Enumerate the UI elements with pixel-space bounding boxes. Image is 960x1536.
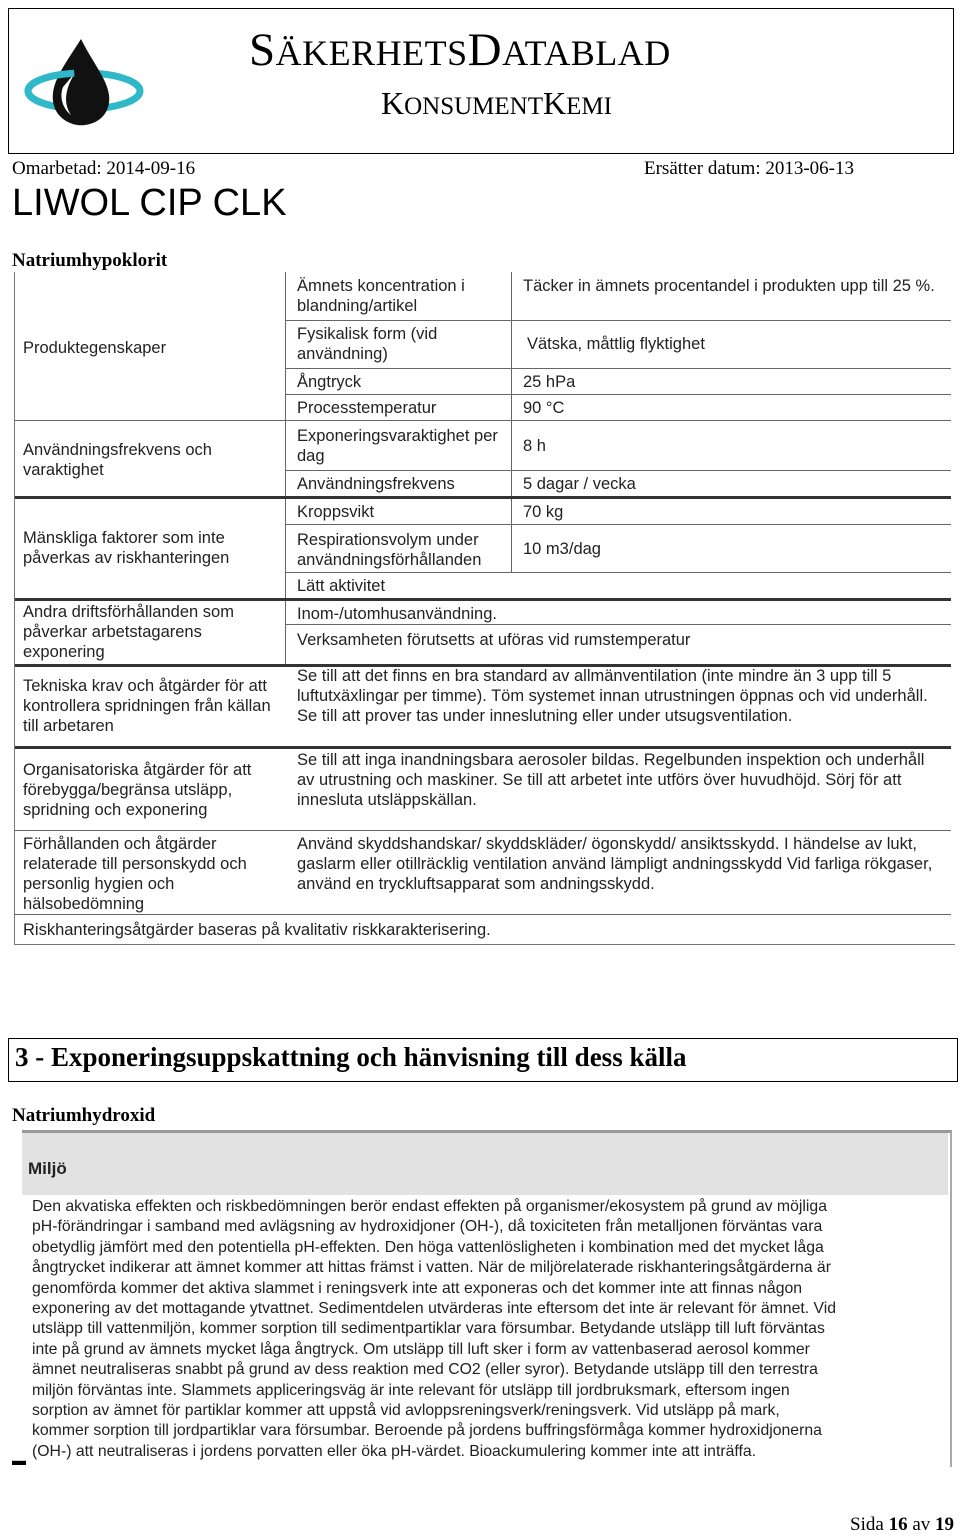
environment-heading-bar [22, 1133, 948, 1195]
environment-text-line: utsläpp till vattenmiljön, kommer sorption till sedimentpartiklar vara försumbar. Betydande utsläpp till luft förväntas [32, 1320, 825, 1338]
company-logo-icon [23, 33, 145, 133]
environment-panel [22, 1130, 952, 1467]
environment-text-line: ämnet neutraliseras snabbt på grund av dess reaktion med CO2 (eller syror). Betydande utsläpp till den terrestra [32, 1361, 818, 1379]
param-exposure-duration: Exponeringsvaraktighet per dag [297, 427, 498, 465]
product-name: LIWOL CIP CLK [12, 182, 287, 224]
stray-mark: ▬ [12, 1454, 26, 1469]
param-concentration: Ämnets koncentration i blandning/artikel [297, 277, 465, 315]
environment-text-line: (OH-) att neutraliseras i jordens porvatten eller öka pH-värdet. Bioackumulering kommer inte att inträffa. [32, 1442, 757, 1460]
environment-text-line: Den akvatiska effekten och riskbedömningen berör endast effekten på organismer/ekosystem på grund av möjliga [32, 1198, 827, 1215]
row-label-personal-protection: Förhållanden och åtgärder relaterade till personskydd och personlig hygien och hälsobedömning [23, 835, 247, 913]
param-light-activity: Lätt aktivitet [297, 577, 386, 595]
environment-text-line: kommer sorption till jordpartiklar vara försumbar. Beroende på jordens buffringsförmåga kommer hydroxidjonerna [32, 1422, 822, 1440]
environment-text-line: pH-förändringar i samband med avlägsning av hydroxidjoner (OH-), då toxiciteten från metalljonen förväntas vara [32, 1218, 823, 1236]
document-header [8, 8, 954, 154]
document-subtitle: KONSUMENTKEMI [381, 85, 612, 121]
environment-text [32, 1197, 942, 1462]
environment-heading: Miljö [28, 1159, 67, 1178]
param-process-temperature: Processtemperatur [297, 399, 437, 417]
text-technical-measures: Se till att det finns en bra standard av allmänventilation (inte mindre än 3 upp till 5 luftutxäxlingar per timme). Töm systemet innan utrustningen öppnas och vid underhåll. Se till att prover tas under inneslutning eller under utsugsventilation. [297, 667, 928, 725]
value-physical-form: Vätska, måttlig flyktighet [527, 335, 705, 353]
exposure-scenario-table [14, 272, 955, 945]
param-indoor-outdoor: Inom-/utomhusanvändning. [297, 605, 497, 623]
row-label-frequency: Användningsfrekvens och varaktighet [23, 441, 212, 479]
substance-heading-hydroxide: Natriumhydroxid [12, 1105, 156, 1126]
row-label-organisational-measures: Organisatoriska åtgärder för att förebygga/begränsa utsläpp, spridning och exponering [23, 761, 252, 819]
environment-text-line: miljön förväntas inte. Slammets appliceringsväg är inte relevant för utsläpp till jordbruksmark, eftersom ingen [32, 1381, 790, 1399]
value-concentration: Täcker in ämnets procentandel i produkten upp till 25 %. [523, 277, 935, 295]
value-process-temperature: 90 °C [523, 399, 565, 417]
environment-text-line: exponering av det mottagande ytvattnet. Sedimentdelen utvärderas inte eftersom det inte är relevant för ämnet. Vid [32, 1300, 837, 1318]
text-personal-protection: Använd skyddshandskar/ skyddskläder/ ögonskydd/ ansiktsskydd. I händelse av lukt, gaslarm eller otillräcklig ventilation använd lämpligt andningsskydd Vid farliga rökgaser, använd en tryckluftsapparat som andningsskydd. [297, 835, 933, 893]
value-use-frequency: 5 dagar / vecka [523, 475, 636, 493]
row-label-human-factors: Mänskliga faktorer som inte påverkas av riskhanteringen [23, 529, 230, 567]
text-organisational-measures: Se till att inga inandningsbara aerosoler bildas. Regelbunden inspektion och underhåll av utrustning och maskiner. Se till att arbetet inte utförs över huvudhöjd. Sörj för att innesluta utsläppskällan. [297, 751, 925, 809]
row-label-operating-conditions: Andra driftsförhållanden som påverkar arbetstagarens exponering [23, 603, 234, 661]
page-number: Sida 16 av 19 [850, 1514, 954, 1535]
replaces-date: Ersätter datum: 2013-06-13 [644, 158, 855, 179]
section-3-heading-box [8, 1038, 958, 1082]
param-use-frequency: Användningsfrekvens [297, 475, 455, 493]
environment-text-line: genomförda kommer det aktiva slammet i reningsverk inte att exponeras och det kommer inte att finnas någon [32, 1279, 803, 1297]
value-exposure-duration: 8 h [523, 437, 546, 455]
param-body-weight: Kroppsvikt [297, 503, 375, 521]
param-vapour-pressure: Ångtryck [297, 373, 362, 391]
revised-date: Omarbetad: 2014-09-16 [12, 158, 196, 179]
row-label-product-properties: Produktegenskaper [23, 339, 167, 357]
environment-text-line: sorption av ämnet för partiklar kommer att uppstå vid avloppsreningsverk/reningsverk. Vid utsläpp på mark, [32, 1402, 780, 1420]
environment-text-line: obetydlig jämfört med den potentiella pH-effekten. Den höga vattenlösligheten i kombination med det mycket låga [32, 1238, 824, 1256]
row-label-technical-measures: Tekniska krav och åtgärder för att kontrollera spridningen från källan till arbetaren [23, 677, 271, 735]
param-respiration-volume: Respirationsvolym under användningsförhållanden [297, 531, 482, 569]
environment-text-line: ångtrycket indikerar att ämnet kommer att hittas främst i vatten. När de miljörelaterade riskhanteringsåtgärderna är [32, 1259, 831, 1277]
substance-heading-hypochlorite: Natriumhypoklorit [12, 250, 168, 271]
param-physical-form: Fysikalisk form (vid användning) [297, 325, 438, 363]
value-body-weight: 70 kg [523, 503, 564, 521]
value-respiration-volume: 10 m3/dag [523, 540, 601, 558]
param-room-temperature: Verksamheten förutsetts at uföras vid rumstemperatur [297, 631, 691, 649]
document-title: SÄKERHETSDATABLAD [249, 24, 671, 76]
environment-text-line: inte på grund av ämnets mycket låga ångtryck. Om utsläpp till luft sker i form av vattenbaserad aerosol kommer [32, 1340, 810, 1358]
value-vapour-pressure: 25 hPa [523, 373, 576, 391]
row-label-risk-basis: Riskhanteringsåtgärder baseras på kvalitativ riskkarakterisering. [23, 921, 491, 939]
section-3-title: 3 - Exponeringsuppskattning och hänvisning till dess källa [15, 1042, 687, 1072]
